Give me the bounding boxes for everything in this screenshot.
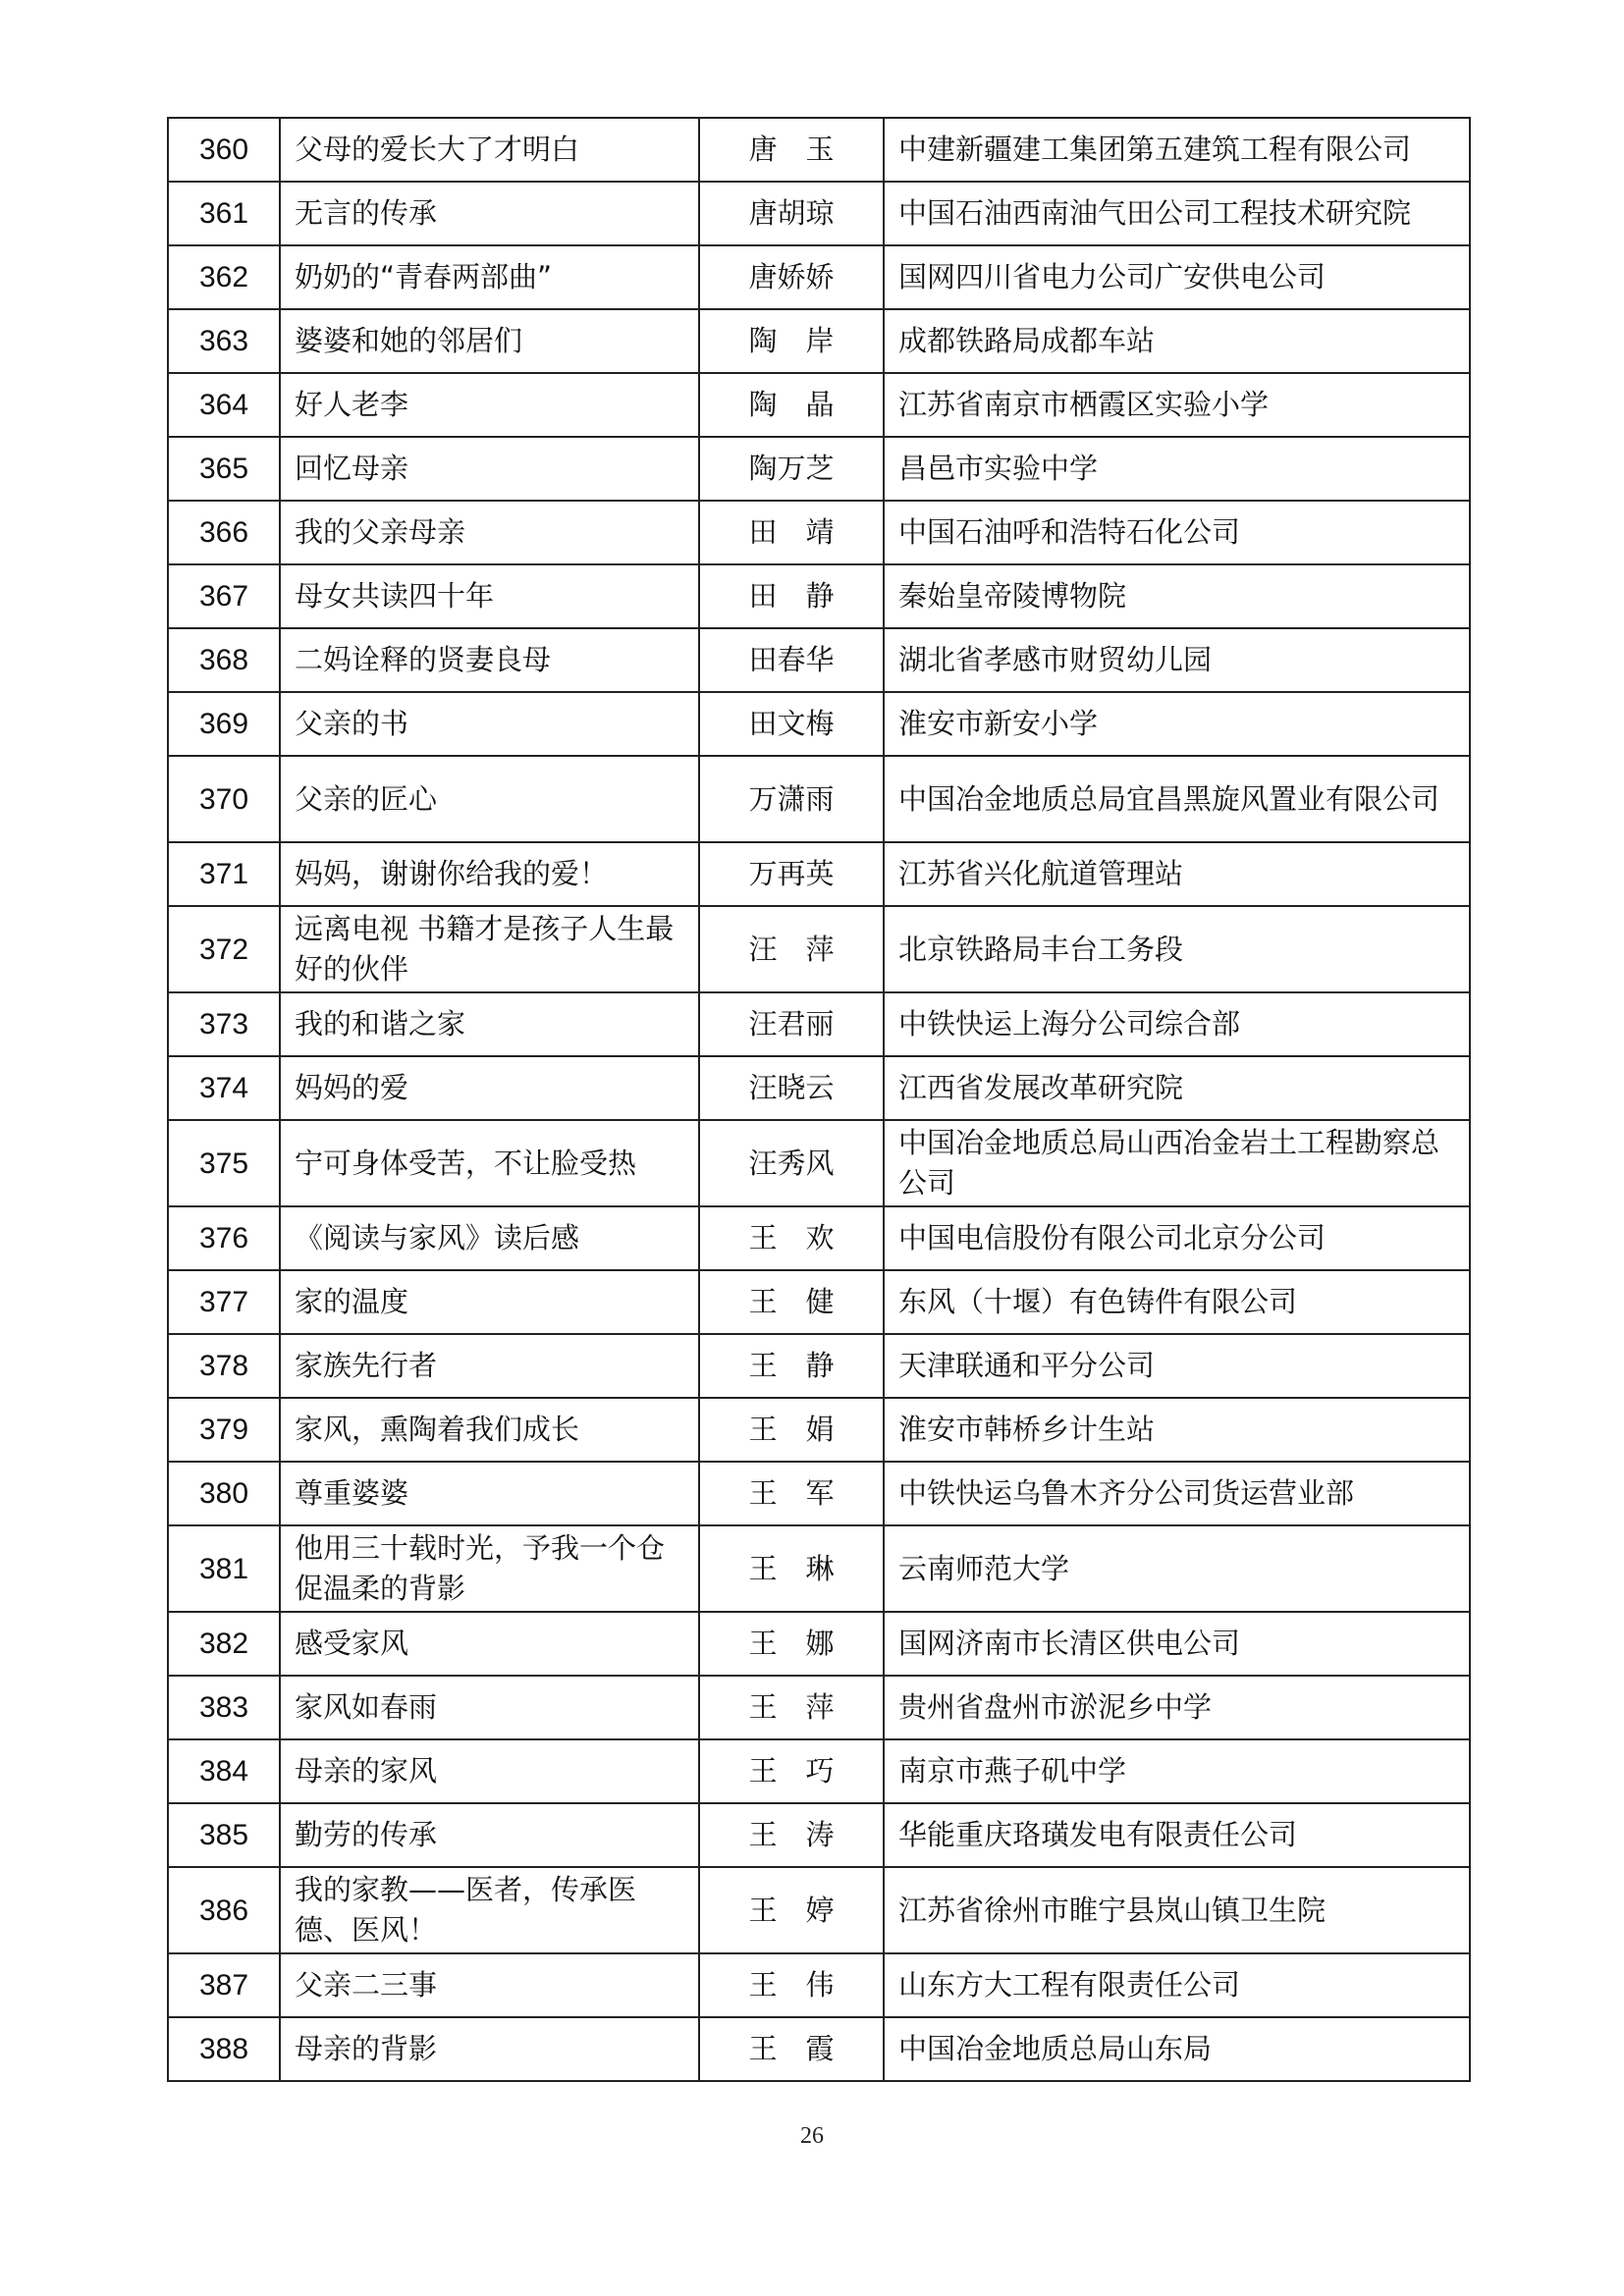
- table-row: [168, 906, 1470, 992]
- row-number: 379: [168, 1398, 280, 1462]
- essay-title: 好人老李: [280, 373, 699, 437]
- work-unit: 中国石油西南油气田公司工程技术研究院: [884, 182, 1470, 245]
- work-unit: 江苏省兴化航道管理站: [884, 842, 1470, 906]
- row-number: 371: [168, 842, 280, 906]
- work-unit: 华能重庆珞璜发电有限责任公司: [884, 1803, 1470, 1867]
- row-number: 383: [168, 1676, 280, 1739]
- essay-title: 家族先行者: [280, 1334, 699, 1398]
- author-name: 王 健: [699, 1270, 884, 1334]
- essay-title: 母女共读四十年: [280, 564, 699, 628]
- row-number: 362: [168, 245, 280, 309]
- table-row: [168, 1462, 1470, 1525]
- table-row: [168, 992, 1470, 1056]
- table-row: [168, 118, 1470, 182]
- table-row: [168, 1120, 1470, 1206]
- author-name: 王 琳: [699, 1525, 884, 1612]
- author-name: 万潇雨: [699, 756, 884, 842]
- essay-title: 感受家风: [280, 1612, 699, 1676]
- author-name: 王 娟: [699, 1398, 884, 1462]
- work-unit: 国网四川省电力公司广安供电公司: [884, 245, 1470, 309]
- essay-title: 他用三十载时光，予我一个仓促温柔的背影: [280, 1525, 699, 1612]
- row-number: 378: [168, 1334, 280, 1398]
- table-row: [168, 692, 1470, 756]
- author-name: 王 静: [699, 1334, 884, 1398]
- table-row: [168, 628, 1470, 692]
- row-number: 375: [168, 1120, 280, 1206]
- row-number: 369: [168, 692, 280, 756]
- row-number: 360: [168, 118, 280, 182]
- table-row: [168, 1612, 1470, 1676]
- row-number: 367: [168, 564, 280, 628]
- work-unit: 中建新疆建工集团第五建筑工程有限公司: [884, 118, 1470, 182]
- table-row: [168, 245, 1470, 309]
- work-unit: 中国石油呼和浩特石化公司: [884, 501, 1470, 564]
- essay-title: 妈妈的爱: [280, 1056, 699, 1120]
- essay-title: 尊重婆婆: [280, 1462, 699, 1525]
- work-unit: 中铁快运乌鲁木齐分公司货运营业部: [884, 1462, 1470, 1525]
- table-row: [168, 842, 1470, 906]
- author-name: 陶万芝: [699, 437, 884, 501]
- row-number: 376: [168, 1206, 280, 1270]
- author-name: 王 婷: [699, 1867, 884, 1953]
- author-name: 王 欢: [699, 1206, 884, 1270]
- author-name: 王 伟: [699, 1953, 884, 2017]
- essay-title: 父亲二三事: [280, 1953, 699, 2017]
- page-number: 26: [800, 2123, 824, 2149]
- row-number: 364: [168, 373, 280, 437]
- author-name: 唐胡琼: [699, 182, 884, 245]
- author-name: 王 娜: [699, 1612, 884, 1676]
- work-unit: 南京市燕子矶中学: [884, 1739, 1470, 1803]
- essay-title: 勤劳的传承: [280, 1803, 699, 1867]
- essay-title: 父母的爱长大了才明白: [280, 118, 699, 182]
- work-unit: 江苏省南京市栖霞区实验小学: [884, 373, 1470, 437]
- essay-title: 无言的传承: [280, 182, 699, 245]
- essay-title: 母亲的背影: [280, 2017, 699, 2081]
- work-unit: 成都铁路局成都车站: [884, 309, 1470, 373]
- table-row: [168, 1739, 1470, 1803]
- work-unit: 山东方大工程有限责任公司: [884, 1953, 1470, 2017]
- row-number: 388: [168, 2017, 280, 2081]
- row-number: 361: [168, 182, 280, 245]
- essay-title: 二妈诠释的贤妻良母: [280, 628, 699, 692]
- essay-title: 回忆母亲: [280, 437, 699, 501]
- row-number: 370: [168, 756, 280, 842]
- essay-title: 宁可身体受苦，不让脸受热: [280, 1120, 699, 1206]
- table-row: [168, 2017, 1470, 2081]
- essay-title: 家的温度: [280, 1270, 699, 1334]
- row-number: 384: [168, 1739, 280, 1803]
- row-number: 382: [168, 1612, 280, 1676]
- author-name: 田 靖: [699, 501, 884, 564]
- author-name: 王 萍: [699, 1676, 884, 1739]
- author-name: 陶 岸: [699, 309, 884, 373]
- author-name: 王 巧: [699, 1739, 884, 1803]
- work-unit: 秦始皇帝陵博物院: [884, 564, 1470, 628]
- author-name: 汪君丽: [699, 992, 884, 1056]
- work-unit: 云南师范大学: [884, 1525, 1470, 1612]
- row-number: 386: [168, 1867, 280, 1953]
- author-name: 汪秀风: [699, 1120, 884, 1206]
- work-unit: 昌邑市实验中学: [884, 437, 1470, 501]
- entries-table-body: [168, 118, 1470, 2081]
- author-name: 王 霞: [699, 2017, 884, 2081]
- author-name: 汪 萍: [699, 906, 884, 992]
- row-number: 373: [168, 992, 280, 1056]
- work-unit: 国网济南市长清区供电公司: [884, 1612, 1470, 1676]
- table-row: [168, 501, 1470, 564]
- author-name: 田文梅: [699, 692, 884, 756]
- author-name: 陶 晶: [699, 373, 884, 437]
- table-row: [168, 1056, 1470, 1120]
- essay-title: 家风，熏陶着我们成长: [280, 1398, 699, 1462]
- table-row: [168, 1803, 1470, 1867]
- essay-title: 奶奶的“青春两部曲”: [280, 245, 699, 309]
- table-row: [168, 182, 1470, 245]
- essay-title: 《阅读与家风》读后感: [280, 1206, 699, 1270]
- table-row: [168, 564, 1470, 628]
- author-name: 王 军: [699, 1462, 884, 1525]
- author-name: 万再英: [699, 842, 884, 906]
- table-row: [168, 1953, 1470, 2017]
- work-unit: 江苏省徐州市睢宁县岚山镇卫生院: [884, 1867, 1470, 1953]
- row-number: 387: [168, 1953, 280, 2017]
- table-row: [168, 1206, 1470, 1270]
- author-name: 王 涛: [699, 1803, 884, 1867]
- essay-title: 妈妈，谢谢你给我的爱！: [280, 842, 699, 906]
- essay-title: 母亲的家风: [280, 1739, 699, 1803]
- work-unit: 中国冶金地质总局山东局: [884, 2017, 1470, 2081]
- work-unit: 中国冶金地质总局山西冶金岩土工程勘察总公司: [884, 1120, 1470, 1206]
- entries-table: [167, 117, 1471, 2082]
- author-name: 唐 玉: [699, 118, 884, 182]
- work-unit: 淮安市新安小学: [884, 692, 1470, 756]
- table-row: [168, 756, 1470, 842]
- row-number: 366: [168, 501, 280, 564]
- author-name: 唐娇娇: [699, 245, 884, 309]
- table-row: [168, 437, 1470, 501]
- row-number: 374: [168, 1056, 280, 1120]
- work-unit: 湖北省孝感市财贸幼儿园: [884, 628, 1470, 692]
- essay-title: 我的家教——医者，传承医德、医风！: [280, 1867, 699, 1953]
- row-number: 365: [168, 437, 280, 501]
- table-row: [168, 1398, 1470, 1462]
- author-name: 汪晓云: [699, 1056, 884, 1120]
- row-number: 372: [168, 906, 280, 992]
- work-unit: 北京铁路局丰台工务段: [884, 906, 1470, 992]
- work-unit: 东风（十堰）有色铸件有限公司: [884, 1270, 1470, 1334]
- table-row: [168, 309, 1470, 373]
- row-number: 385: [168, 1803, 280, 1867]
- author-name: 田春华: [699, 628, 884, 692]
- row-number: 377: [168, 1270, 280, 1334]
- essay-title: 父亲的匠心: [280, 756, 699, 842]
- essay-title: 我的父亲母亲: [280, 501, 699, 564]
- work-unit: 江西省发展改革研究院: [884, 1056, 1470, 1120]
- row-number: 368: [168, 628, 280, 692]
- table-row: [168, 1270, 1470, 1334]
- work-unit: 中国冶金地质总局宜昌黑旋风置业有限公司: [884, 756, 1470, 842]
- table-row: [168, 1525, 1470, 1612]
- essay-title: 家风如春雨: [280, 1676, 699, 1739]
- row-number: 381: [168, 1525, 280, 1612]
- table-row: [168, 373, 1470, 437]
- work-unit: 淮安市韩桥乡计生站: [884, 1398, 1470, 1462]
- table-row: [168, 1334, 1470, 1398]
- work-unit: 中铁快运上海分公司综合部: [884, 992, 1470, 1056]
- work-unit: 天津联通和平分公司: [884, 1334, 1470, 1398]
- table-row: [168, 1676, 1470, 1739]
- row-number: 380: [168, 1462, 280, 1525]
- author-name: 田 静: [699, 564, 884, 628]
- essay-title: 我的和谐之家: [280, 992, 699, 1056]
- work-unit: 中国电信股份有限公司北京分公司: [884, 1206, 1470, 1270]
- essay-title: 父亲的书: [280, 692, 699, 756]
- table-row: [168, 1867, 1470, 1953]
- row-number: 363: [168, 309, 280, 373]
- essay-title: 远离电视 书籍才是孩子人生最好的伙伴: [280, 906, 699, 992]
- work-unit: 贵州省盘州市淤泥乡中学: [884, 1676, 1470, 1739]
- essay-title: 婆婆和她的邻居们: [280, 309, 699, 373]
